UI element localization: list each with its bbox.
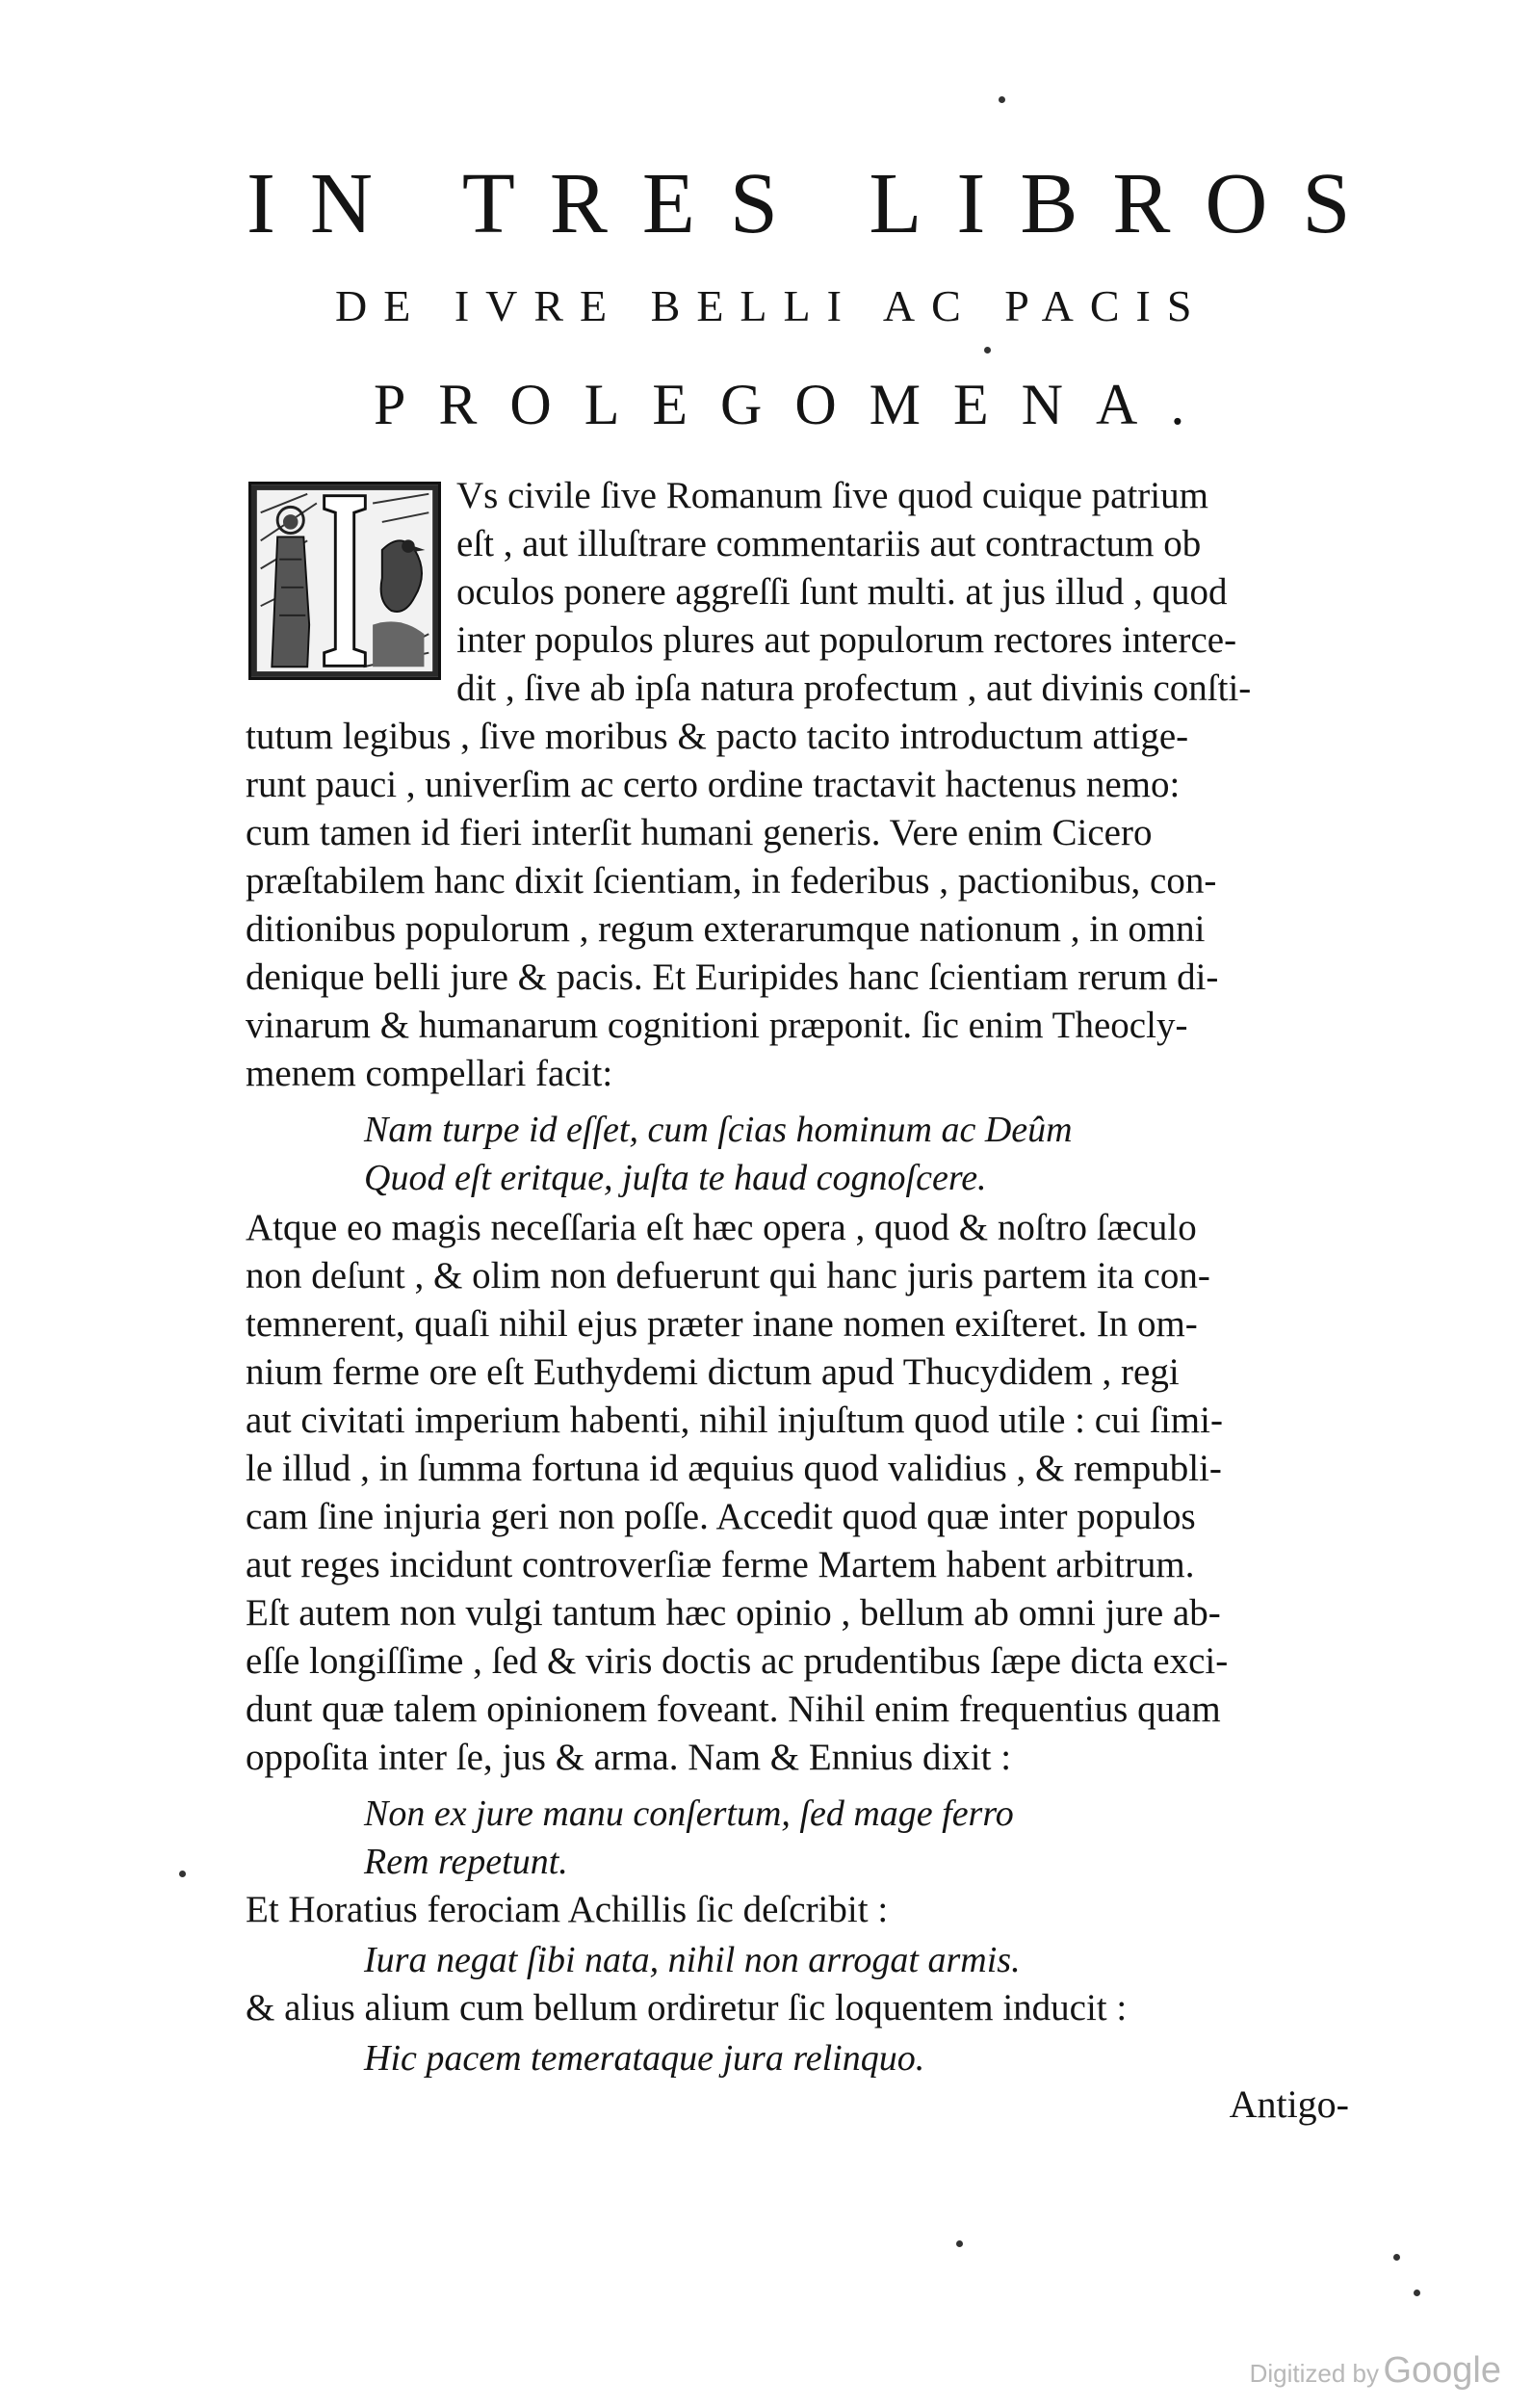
- verse-line: Nam turpe id eſſet, cum ſcias hominum ac Deûm: [364, 1110, 1073, 1150]
- text-line: denique belli jure & pacis. Et Euripides hanc ſcientiam rerum di-: [246, 956, 1219, 998]
- text-line: non deſunt , & olim non defuerunt qui hanc juris partem ita con-: [246, 1255, 1210, 1296]
- text-line: tutum legibus , ſive moribus & pacto tacito introductum attige-: [246, 716, 1189, 757]
- text-line: oculos ponere aggreſſi ſunt multi. at jus illud , quod: [456, 571, 1228, 613]
- text-line: Atque eo magis neceſſaria eſt hæc opera , quod & noſtro ſæculo: [246, 1207, 1197, 1248]
- title-line-3: PROLEGOMENA.: [374, 373, 1218, 436]
- text-line: oppoſita inter ſe, jus & arma. Nam & Ennius dixit :: [246, 1737, 1012, 1778]
- watermark-prefix: Digitized by: [1249, 2359, 1379, 2388]
- text-line: inter populos plures aut populorum rectores interce-: [456, 619, 1237, 661]
- decorated-initial: [248, 482, 441, 680]
- verse-line: Non ex jure manu conſertum, ſed mage ferro: [364, 1793, 1014, 1834]
- text-line: nium ferme ore eſt Euthydemi dictum apud Thucydidem , regi: [246, 1351, 1180, 1393]
- text-line: & alius alium cum bellum ordiretur ſic loquentem inducit :: [246, 1987, 1128, 2028]
- paper-speck: [999, 96, 1005, 103]
- woodcut-illustration-icon: [251, 484, 438, 677]
- catchword: Antigo-: [1229, 2082, 1349, 2126]
- paper-speck: [1393, 2254, 1400, 2261]
- text-line: dit , ſive ab ipſa natura profectum , aut divinis conſti-: [456, 667, 1252, 709]
- verse-line: Hic pacem temerataque jura relinquo.: [364, 2038, 925, 2079]
- text-line: le illud , in ſumma fortuna id æquius quod validius , & rempubli-: [246, 1448, 1222, 1489]
- text-line: Vs civile ſive Romanum ſive quod cuique patrium: [456, 475, 1208, 516]
- digitized-watermark: [1250, 2350, 1501, 2392]
- paper-speck: [956, 2240, 963, 2247]
- text-line: præſtabilem hanc dixit ſcientiam, in federibus , pactionibus, con-: [246, 860, 1217, 902]
- text-line: menem compellari facit:: [246, 1053, 613, 1094]
- text-line: dunt quæ talem opinionem foveant. Nihil enim frequentius quam: [246, 1688, 1221, 1730]
- text-line: ditionibus populorum , regum exterarumque nationum , in omni: [246, 908, 1206, 950]
- text-line: runt pauci , univerſim ac certo ordine tractavit hactenus nemo:: [246, 764, 1181, 805]
- google-logo: Google: [1383, 2350, 1501, 2391]
- verse-line: Iura negat ſibi nata, nihil non arrogat armis.: [364, 1940, 1021, 1980]
- verse-line: Quod eſt eritque, juſta te haud cognoſcere.: [364, 1158, 987, 1198]
- text-line: aut reges incidunt controverſiæ ferme Martem habent arbitrum.: [246, 1544, 1195, 1585]
- text-line: eſſe longiſſime , ſed & viris doctis ac prudentibus ſæpe dicta exci-: [246, 1640, 1229, 1682]
- text-line: eſt , aut illuſtrare commentariis aut contractum ob: [456, 523, 1202, 564]
- paper-speck: [984, 347, 991, 353]
- text-line: vinarum & humanarum cognitioni præponit. ſic enim Theocly-: [246, 1005, 1188, 1046]
- verse-line: Rem repetunt.: [364, 1842, 568, 1882]
- text-line: aut civitati imperium habenti, nihil injuſtum quod utile : cui ſimi-: [246, 1400, 1223, 1441]
- paper-speck: [179, 1871, 186, 1877]
- paper-speck: [1414, 2290, 1420, 2296]
- text-line: Et Horatius ferociam Achillis ſic deſcribit :: [246, 1889, 889, 1930]
- title-line-2: DE IVRE BELLI AC PACIS: [335, 281, 1208, 330]
- text-line: temnerent, quaſi nihil ejus præter inane nomen exiſteret. In om-: [246, 1303, 1198, 1345]
- title-line-1: IN TRES LIBROS: [247, 156, 1386, 251]
- text-line: cam ſine injuria geri non poſſe. Accedit quod quæ inter populos: [246, 1496, 1196, 1537]
- text-line: Eſt autem non vulgi tantum hæc opinio , bellum ab omni jure ab-: [246, 1592, 1221, 1634]
- text-line: cum tamen id fieri interſit humani generis. Vere enim Cicero: [246, 812, 1153, 853]
